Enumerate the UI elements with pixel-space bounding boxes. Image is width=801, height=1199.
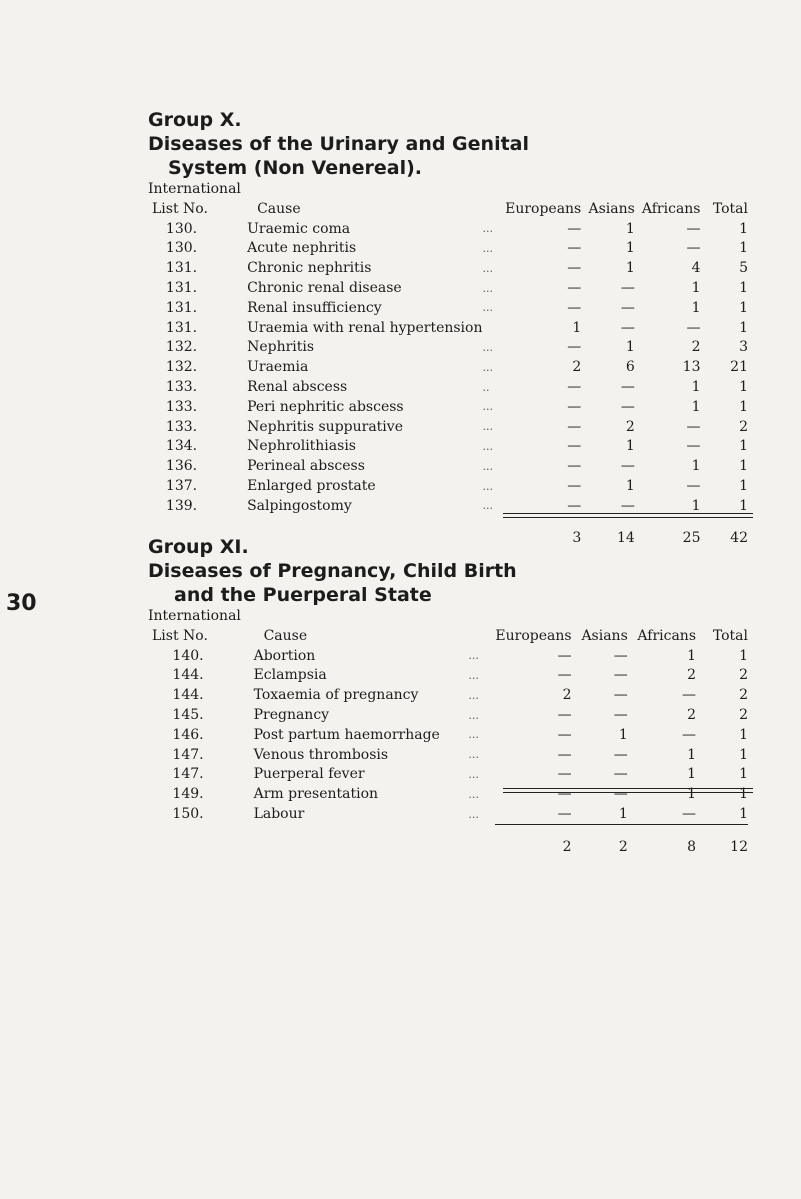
cause: Arm presentation (253, 786, 379, 803)
asians-value: — (613, 746, 628, 763)
group-xi-subtitle-cont: and the Puerperal State (174, 584, 432, 606)
asians-value: — (620, 398, 635, 415)
cause: Chronic nephritis (247, 260, 372, 277)
europeans-value: — (557, 806, 572, 823)
table-header (148, 199, 748, 219)
total-value: 1 (739, 726, 748, 743)
asians-value: — (620, 319, 635, 336)
col-list-no: List No. (152, 627, 208, 644)
col-list-no: List No. (152, 200, 208, 217)
asians-value: 1 (625, 240, 635, 257)
col-cause: Cause (263, 627, 308, 644)
list-no: 131. (165, 299, 198, 316)
europeans-value: — (567, 458, 582, 475)
table-row (148, 765, 748, 785)
europeans-value: — (567, 260, 582, 277)
leader-dots: .. (482, 380, 490, 394)
asians-value: — (613, 647, 628, 664)
europeans-value: 2 (562, 687, 572, 704)
africans-value: 13 (682, 359, 701, 376)
total-value: 1 (739, 497, 748, 514)
table-row (148, 318, 748, 338)
cause: Post partum haemorrhage (253, 726, 440, 743)
europeans-value: 1 (572, 319, 582, 336)
table-row (148, 745, 748, 765)
list-no: 133. (165, 398, 198, 415)
europeans-value: — (557, 707, 572, 724)
europeans-value: — (557, 786, 572, 803)
africans-value: 2 (687, 707, 697, 724)
divider (503, 788, 753, 789)
group-xi-title: Group XI. (148, 536, 249, 558)
leader-dots: ... (482, 479, 493, 493)
asians-value: 6 (625, 359, 635, 376)
leader-dots: ... (482, 222, 493, 236)
africans-value: — (682, 726, 697, 743)
table-header (148, 626, 748, 646)
table-row (148, 666, 748, 686)
group-x-table (148, 199, 748, 546)
total-value: 1 (739, 806, 748, 823)
group-x-section (148, 108, 748, 546)
africans-value: 1 (691, 280, 701, 297)
divider (503, 792, 753, 793)
table-row (148, 804, 748, 824)
africans-value: 1 (691, 398, 701, 415)
africans-value: 1 (687, 647, 697, 664)
group-xi-section (148, 535, 748, 855)
asians-value: — (620, 458, 635, 475)
asians-value: — (613, 707, 628, 724)
total-asians: 2 (572, 824, 628, 855)
total-value: 1 (739, 398, 748, 415)
cause: Acute nephritis (247, 240, 357, 257)
africans-value: — (686, 418, 701, 435)
cause: Pregnancy (253, 707, 330, 724)
africans-value: 1 (691, 497, 701, 514)
list-no: 136. (165, 458, 198, 475)
asians-value: 2 (625, 418, 635, 435)
europeans-value: — (567, 220, 582, 237)
col-africans: Africans (641, 200, 701, 217)
cause: Venous thrombosis (253, 746, 389, 763)
cause: Nephritis suppurative (247, 418, 403, 435)
total-value: 1 (739, 299, 748, 316)
europeans-value: — (567, 418, 582, 435)
asians-value: — (620, 497, 635, 514)
total-value: 1 (739, 458, 748, 475)
total-value: 5 (739, 260, 748, 277)
cause: Peri nephritic abscess (247, 398, 404, 415)
total-value: 1 (739, 220, 748, 237)
asians-value: — (620, 280, 635, 297)
asians-value: 1 (625, 220, 635, 237)
total-value: 2 (739, 667, 748, 684)
total-value: 1 (739, 478, 748, 495)
leader-dots: ... (468, 649, 479, 663)
col-europeans: Europeans (505, 200, 582, 217)
list-no: 132. (165, 339, 198, 356)
asians-value: — (620, 299, 635, 316)
cause: Uraemia with renal hypertension (247, 319, 483, 336)
total-africans: 8 (628, 824, 696, 855)
africans-value: 1 (691, 299, 701, 316)
europeans-value: — (567, 497, 582, 514)
europeans-value: — (567, 478, 582, 495)
europeans-value: — (567, 438, 582, 455)
list-no: 134. (165, 438, 198, 455)
table-row (148, 685, 748, 705)
total-value: 1 (739, 786, 748, 803)
europeans-value: — (557, 766, 572, 783)
leader-dots: ... (468, 807, 479, 821)
total-value: 3 (739, 339, 748, 356)
total-value: 1 (739, 379, 748, 396)
europeans-value: — (557, 746, 572, 763)
total-value: 2 (739, 707, 748, 724)
table-row (148, 239, 748, 259)
leader-dots: ... (482, 400, 493, 414)
cause: Perineal abscess (247, 458, 365, 475)
list-no: 150. (172, 806, 204, 823)
europeans-value: — (557, 647, 572, 664)
africans-value: 2 (687, 667, 697, 684)
asians-value: 1 (618, 726, 628, 743)
total-value: 1 (739, 319, 748, 336)
table-row (148, 298, 748, 318)
asians-value: 1 (625, 438, 635, 455)
cause: Nephrolithiasis (247, 438, 356, 455)
cause: Uraemic coma (247, 220, 351, 237)
table-row (148, 338, 748, 358)
leader-dots: ... (468, 688, 479, 702)
leader-dots: ... (468, 728, 479, 742)
table-row (148, 357, 748, 377)
table-row (148, 278, 748, 298)
africans-value: — (686, 240, 701, 257)
total-value: 1 (739, 438, 748, 455)
list-no: 146. (172, 726, 204, 743)
cause: Abortion (253, 647, 316, 664)
cause: Toxaemia of pregnancy (253, 687, 419, 704)
africans-value: 1 (687, 766, 697, 783)
europeans-value: — (567, 379, 582, 396)
total-europeans: 2 (495, 824, 571, 855)
total-value: 1 (739, 766, 748, 783)
cause: Eclampsia (253, 667, 327, 684)
col-europeans: Europeans (495, 627, 572, 644)
europeans-value: — (567, 299, 582, 316)
europeans-value: — (567, 339, 582, 356)
total-value: 21 (730, 359, 748, 376)
international-label: International (148, 608, 241, 624)
leader-dots: ... (468, 708, 479, 722)
table-row (148, 705, 748, 725)
cause: Nephritis (247, 339, 315, 356)
europeans-value: — (557, 726, 572, 743)
africans-value: — (686, 438, 701, 455)
leader-dots: ... (482, 340, 493, 354)
asians-value: — (613, 766, 628, 783)
leader-dots: ... (468, 787, 479, 801)
list-no: 144. (172, 687, 204, 704)
list-no: 147. (172, 746, 204, 763)
cause: Labour (253, 806, 305, 823)
asians-value: — (613, 687, 628, 704)
europeans-value: — (567, 398, 582, 415)
col-total: Total (712, 627, 748, 644)
table-row (148, 417, 748, 437)
total-value: 2 (739, 418, 748, 435)
divider (503, 513, 753, 514)
africans-value: — (686, 478, 701, 495)
group-xi-table (148, 626, 748, 855)
leader-dots: ... (482, 281, 493, 295)
leader-dots: ... (482, 499, 493, 513)
international-label: International (148, 181, 241, 197)
list-no: 145. (172, 707, 204, 724)
africans-value: — (686, 319, 701, 336)
list-no: 130. (165, 240, 198, 257)
list-no: 133. (165, 379, 198, 396)
total-africans: 25 (682, 529, 701, 546)
table-row (148, 219, 748, 239)
cause: Renal insufficiency (247, 299, 382, 316)
africans-value: 2 (691, 339, 701, 356)
divider (503, 517, 753, 518)
asians-value: 1 (625, 339, 635, 356)
africans-value: — (682, 687, 697, 704)
africans-value: 1 (691, 458, 701, 475)
total-value: 1 (739, 240, 748, 257)
total-total: 12 (696, 824, 748, 855)
africans-value: 1 (687, 786, 697, 803)
col-asians: Asians (581, 627, 628, 644)
group-x-subtitle: Diseases of the Urinary and Genital (148, 133, 529, 155)
cause: Renal abscess (247, 379, 348, 396)
leader-dots: ... (468, 748, 479, 762)
leader-dots: ... (482, 439, 493, 453)
list-no: 131. (165, 280, 198, 297)
col-total: Total (712, 200, 748, 217)
leader-dots: ... (482, 459, 493, 473)
africans-value: — (686, 220, 701, 237)
leader-dots: ... (482, 420, 493, 434)
col-cause: Cause (257, 200, 301, 217)
europeans-value: 2 (572, 359, 582, 376)
leader-dots: ... (482, 241, 493, 255)
leader-dots: ... (468, 767, 479, 781)
list-no: 132. (165, 359, 198, 376)
asians-value: 1 (625, 478, 635, 495)
list-no: 133. (165, 418, 198, 435)
asians-value: 1 (618, 806, 628, 823)
list-no: 140. (172, 647, 204, 664)
cause: Chronic renal disease (247, 280, 402, 297)
total-value: 1 (739, 280, 748, 297)
list-no: 144. (172, 667, 204, 684)
total-value: 1 (739, 647, 748, 664)
table-row (148, 725, 748, 745)
africans-value: 4 (691, 260, 701, 277)
group-x-title: Group X. (148, 109, 242, 131)
cause: Salpingostomy (247, 497, 352, 514)
list-no: 130. (165, 220, 198, 237)
asians-value: — (613, 786, 628, 803)
cause: Uraemia (247, 359, 309, 376)
leader-dots: ... (482, 360, 493, 374)
total-europeans: 3 (572, 529, 582, 546)
list-no: 147. (172, 766, 204, 783)
europeans-value: — (557, 667, 572, 684)
cause: Puerperal fever (253, 766, 365, 783)
europeans-value: — (567, 280, 582, 297)
col-asians: Asians (588, 200, 635, 217)
total-asians: 14 (617, 529, 635, 546)
asians-value: 1 (625, 260, 635, 277)
africans-value: 1 (687, 746, 697, 763)
list-no: 131. (165, 319, 198, 336)
leader-dots: ... (468, 668, 479, 682)
europeans-value: — (567, 240, 582, 257)
table-row (148, 437, 748, 457)
page-number: 30 (6, 591, 37, 616)
group-x-subtitle-cont: System (Non Venereal). (168, 157, 422, 179)
table-row (148, 456, 748, 476)
table-row (148, 476, 748, 496)
asians-value: — (613, 667, 628, 684)
totals-row (148, 824, 748, 855)
table-row (148, 258, 748, 278)
table-row (148, 377, 748, 397)
leader-dots: ... (482, 301, 493, 315)
col-africans: Africans (637, 627, 697, 644)
list-no: 139. (165, 497, 198, 514)
leader-dots (482, 318, 505, 338)
table-row (148, 397, 748, 417)
asians-value: — (620, 379, 635, 396)
total-total: 42 (730, 529, 748, 546)
list-no: 131. (165, 260, 198, 277)
leader-dots: ... (482, 261, 493, 275)
total-value: 2 (739, 687, 748, 704)
list-no: 149. (172, 786, 204, 803)
cause: Enlarged prostate (247, 478, 376, 495)
africans-value: — (682, 806, 697, 823)
table-row (148, 646, 748, 666)
list-no: 137. (165, 478, 198, 495)
africans-value: 1 (691, 379, 701, 396)
total-value: 1 (739, 746, 748, 763)
group-xi-subtitle: Diseases of Pregnancy, Child Birth (148, 560, 517, 582)
